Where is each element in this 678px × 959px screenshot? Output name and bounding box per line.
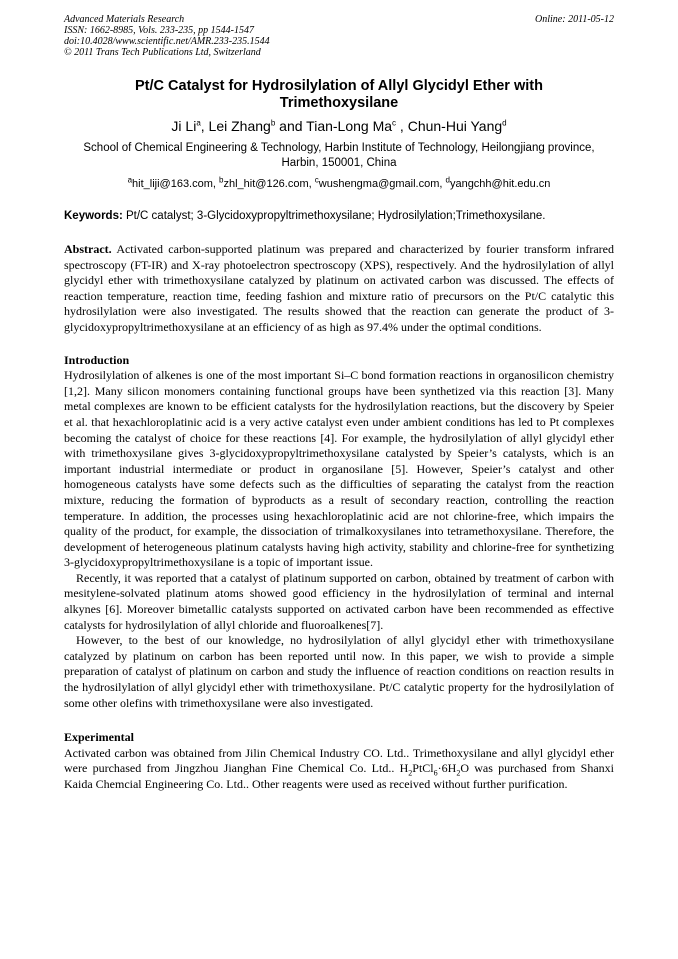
- section-title-introduction: Introduction: [64, 352, 130, 367]
- paper-page: [64, 14, 614, 793]
- abstract-text: Activated carbon-supported platinum was prepared and characterized by fourier transform infrared spectroscopy (FT-IR) and X-ray photoelectron spectroscopy (XPS), respectively. And the hydrosilylation of allyl glycidyl ether with trimethoxysilane catalyzed by platinum on activated carbon was discussed. The effects of reaction temperature, reaction time, feeding fashion and mixture ratio of precursors on the Pt/C catalytic this hydrosilylation were also investigated. The results showed that the reaction can generate the product of 3-glycidoxypropyltrimethoxysilane at an efficiency of as high as 97.4% under the optimal conditions.: [64, 242, 614, 334]
- author-mark: d: [502, 118, 507, 128]
- exp-text: O was purchased from Shanxi Kaida Chemcial Engineering Co. Ltd.. Other reagents were used as received without further purification.: [64, 761, 614, 791]
- email-mark: b: [219, 175, 224, 185]
- exp-text: Activated carbon was obtained from Jilin Chemical Industry CO. Ltd.. Trimethoxysilane and allyl glycidyl ether were purchased from Jingzhou Jianghan Fine Chemical Co. Ltd.. H: [64, 745, 614, 776]
- author-separator: ,: [396, 118, 408, 134]
- journal-name: Advanced Materials Research: [64, 14, 185, 25]
- paper-title-line-1: Pt/C Catalyst for Hydrosilylation of Allyl Glycidyl Ether with: [135, 78, 543, 94]
- experimental-paragraph-1: [64, 746, 614, 793]
- online-date: Online: 2011-05-12: [535, 14, 614, 25]
- affiliation: School of Chemical Engineering & Technology, Harbin Institute of Technology, Heilongjiang province, Harbin, 150001, China: [83, 142, 595, 169]
- intro-paragraph-2: Recently, it was reported that a catalyst of platinum supported on carbon, obtained by treatment of carbon with mesitylene-solvated platinum atoms showed good efficiency in the hydrosilylation of terminal and internal alkynes [6]. Moreover bimetallic catalysts supported on activated carbon have been recommended as effective catalysts for hydrosilylation of allyl chloride and fluoroalkenes[7].: [64, 570, 614, 632]
- author-name: Tian-Long Ma: [306, 118, 393, 134]
- exp-text: PtCl: [412, 761, 434, 776]
- email-mark: d: [445, 175, 450, 185]
- author-name: Ji Li: [171, 118, 197, 134]
- author-mark: b: [270, 118, 276, 128]
- email-separator: ,: [308, 178, 315, 190]
- intro-paragraph-1: Hydrosilylation of alkenes is one of the most important Si–C bond formation reactions in organosilicon chemistry [1,2]. Many silicon monomers containing functional groups have been synthetized via this reaction [3]. Many metal complexes are known to be efficient catalysts for the hydrosilylation reactions, but the discovery by Speier et al. that hexachloroplatinic acid is a very active catalyst even under ambient conditions has led to Pt complexes becoming the catalyst of choice for these reactions [4]. For example, the hydrosilylation of allyl glycidyl ether with trimethoxysilane gives 3-glycidoxypropyltrimethoxysilane catalysted by Speier’s catalysts, which is an important industrial intermediate or product in organosilane [5]. However, Speier’s catalyst and other homogeneous catalysts have some defects such as the difficulties of separating the catalyst from the reaction mixture, reducing the formation of byproducts as a result of secondary reaction, controlling the reaction temperature. In addition, the processes using hexachloroplatinic acid are not chlorine-free, which impairs the quality of the product, for example, the dissociation of trimalkoxysilanes into tetramethoxysilane. Therefore, the development of heterogeneous platinum catalysts having high activity, stability and chlorine-free for synthetizing 3-glycidoxypropyltrimethoxysilane is a topic of important issue.: [64, 368, 614, 570]
- abstract-label: Abstract.: [64, 242, 112, 256]
- email-separator: ,: [212, 178, 220, 190]
- email-address[interactable]: yangchh@hit.edu.cn: [449, 178, 551, 190]
- email-mark: a: [127, 175, 133, 185]
- author-name: Lei Zhang: [208, 118, 271, 134]
- author-separator: ,: [200, 118, 209, 134]
- exp-text: ·6H: [437, 761, 457, 776]
- email-address[interactable]: hit_liji@163.com: [132, 178, 213, 190]
- keywords-label: Keywords:: [64, 210, 123, 222]
- section-title-experimental: Experimental: [64, 730, 134, 745]
- copyright-line: © 2011 Trans Tech Publications Ltd, Switzerland: [64, 47, 261, 58]
- keywords-text: Pt/C catalyst; 3-Glycidoxypropyltrimethoxysilane; Hydrosilylation;Trimethoxysilane.: [122, 210, 546, 222]
- paper-title-line-2: Trimethoxysilane: [279, 95, 399, 111]
- email-mark: c: [314, 175, 319, 185]
- author-list: [64, 117, 614, 135]
- author-mark: a: [196, 118, 201, 128]
- journal-header: [64, 14, 614, 58]
- subscript: 2: [408, 768, 413, 778]
- author-name: Chun-Hui Yang: [407, 118, 503, 134]
- subscript: 2: [456, 768, 461, 778]
- paper-title: [64, 78, 614, 112]
- email-address[interactable]: wushengma@gmail.com: [318, 178, 440, 190]
- intro-paragraph-3: However, to the best of our knowledge, no hydrosilylation of allyl glycidyl ether with trimethoxysilane catalyzed by platinum on carbon has been reported until now. In this paper, we wish to provide a simple preparation of catalyst of platinum on carbon and study the influence of reaction conditions on reaction results in the hydrosilylation of allyl glycidyl ether with trimethoxysilane. Pt/C catalytic property for the hydrosilylation of some other olefins with trimethoxysilane were also investigated.: [64, 633, 614, 710]
- abstract: [64, 242, 614, 336]
- doi-line: doi:10.4028/www.scientific.net/AMR.233-235.1544: [64, 36, 270, 47]
- email-address[interactable]: zhl_hit@126.com: [223, 178, 309, 190]
- issn-line: ISSN: 1662-8985, Vols. 233-235, pp 1544-1547: [64, 25, 254, 36]
- author-mark: c: [392, 118, 397, 128]
- subscript: 6: [433, 768, 438, 778]
- keywords: [64, 209, 614, 224]
- email-separator: ,: [439, 178, 446, 190]
- author-emails: [64, 177, 614, 191]
- author-separator: and: [275, 118, 307, 134]
